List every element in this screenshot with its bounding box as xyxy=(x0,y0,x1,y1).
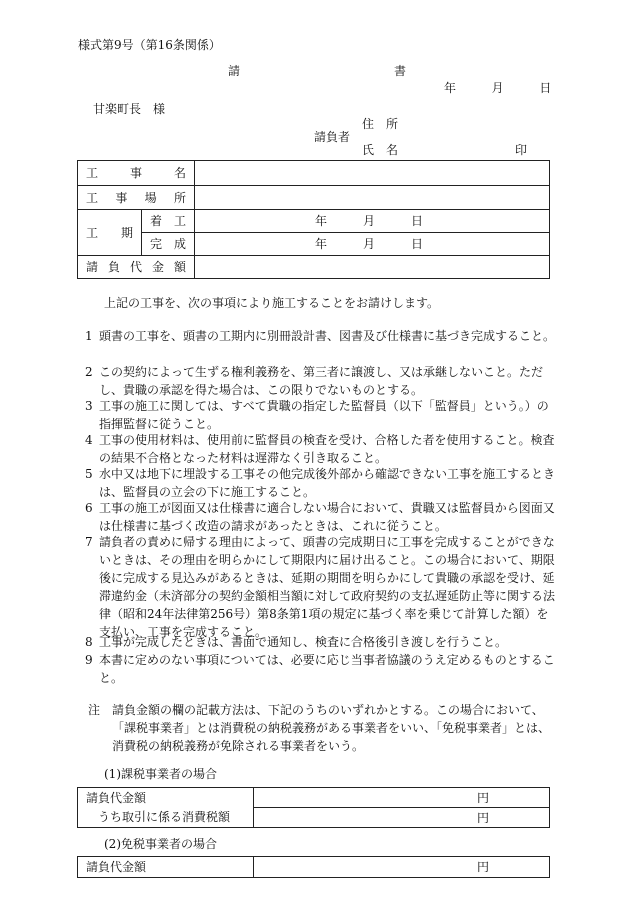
document-title xyxy=(228,63,406,79)
case1-row-tax xyxy=(78,808,550,828)
row-work-name xyxy=(78,161,550,186)
completion-text xyxy=(150,236,186,252)
case1-heading: (1)課税事業者の場合 xyxy=(104,767,217,781)
form-number: 様式第9号（第16条関係） xyxy=(78,38,221,52)
work-name-text xyxy=(86,165,186,181)
list-item: 7 請負者の責めに帰する理由によって、頭書の完成期日に工事を完成することができないときは、その理由を明らかにして期限内に届け出ること。この場合において、期限後に完成する見込みがあるときは、延期の期間を明らかにして貴職の承認を受け、延滞違約金（未済部分の契約金額相当額に対して政府契約の支払遅延防止等に関する法律（昭和24年法律第256号）第8条第1項の規定に基づく率を乗じて計算した額）を支払い、工事を完成すること。 xyxy=(85,535,556,639)
case1-row-price xyxy=(78,788,550,808)
row-period-start xyxy=(78,210,550,233)
note xyxy=(88,701,556,755)
label-char: 事 xyxy=(115,190,128,205)
row-period-completion xyxy=(78,233,550,256)
label-char: 工 xyxy=(86,225,99,240)
completion-date xyxy=(195,233,550,256)
case2-heading: (2)免税事業者の場合 xyxy=(104,837,217,851)
case2-table xyxy=(77,856,550,878)
period-label xyxy=(78,210,142,256)
title-char-1: 請 xyxy=(228,64,241,78)
address-label: 住 所 xyxy=(362,117,399,131)
label-char: 所 xyxy=(173,190,186,205)
completion-year: 年 xyxy=(315,237,328,251)
start-text xyxy=(150,213,186,229)
list-item: 8 工事が完成したときは、書面で通知し、検査に合格後引き渡しを行うこと。 xyxy=(85,635,508,649)
price-label xyxy=(78,256,195,279)
case1-tax-label: うち取引に係る消費税額 xyxy=(78,808,254,828)
label-char: 場 xyxy=(144,190,157,205)
work-table xyxy=(77,160,550,279)
label-char: 額 xyxy=(173,260,186,274)
price-text xyxy=(86,259,186,275)
start-day: 日 xyxy=(411,214,424,228)
period-text xyxy=(86,225,133,241)
date-month: 月 xyxy=(491,81,504,95)
note-text: 請負金額の欄の記載方法は、下記のうちのいずれかとする。この場合において、「課税事業者」とは消費税の納税義務がある事業者をいい、「免税事業者」とは、消費税の納税義務が免除される事業者をいう。 xyxy=(112,703,551,753)
list-item: 3 工事の施工に関しては、すべて貴職の指定した監督員（以下「監督員」という。）の指揮監督に従うこと。 xyxy=(85,399,549,431)
label-char: 負 xyxy=(107,260,120,274)
start-label xyxy=(142,210,195,233)
note-label: 注 xyxy=(88,703,101,717)
case2-price-label: 請負代金額 xyxy=(78,857,254,878)
work-place-label xyxy=(78,186,195,210)
date-year: 年 xyxy=(444,81,457,95)
label-char: 完 xyxy=(150,237,163,251)
start-year: 年 xyxy=(315,214,328,228)
label-char: 請 xyxy=(86,260,99,274)
case1-table xyxy=(77,787,550,828)
date-day: 日 xyxy=(539,81,552,95)
label-char: 金 xyxy=(151,260,164,274)
label-char: 名 xyxy=(173,166,186,180)
list-item: 6 工事の施工が図面又は仕様書に適合しない場合において、貴職又は監督員から図面又は仕様書に基づく改造の請求があったときは、これに従うこと。 xyxy=(85,501,555,533)
label-char: 工 xyxy=(86,166,99,180)
case1-price-yen: 円 xyxy=(254,788,550,808)
list-item: 9 本書に定めのない事項については、必要に応じ当事者協議のうえ定めるものとすること。 xyxy=(85,653,555,685)
contractor-label: 請負者 xyxy=(314,130,351,144)
price-value xyxy=(195,256,550,279)
label-char: 事 xyxy=(129,166,142,180)
seal-mark: 印 xyxy=(515,143,528,157)
title-char-2: 書 xyxy=(393,64,406,78)
work-name-value xyxy=(195,161,550,186)
case1-price-label: 請負代金額 xyxy=(78,788,254,808)
date-line xyxy=(444,80,551,96)
list-item: 4 工事の使用材料は、使用前に監督員の検査を受け、合格した者を使用すること。検査の結果不合格となった材料は遅滞なく引き取ること。 xyxy=(85,433,555,465)
work-place-value xyxy=(195,186,550,210)
work-name-label xyxy=(78,161,195,186)
start-date xyxy=(195,210,550,233)
intro-text: 上記の工事を、次の事項により施工することをお請けします。 xyxy=(104,296,440,310)
label-char: 代 xyxy=(129,260,142,274)
start-month: 月 xyxy=(363,214,376,228)
case2-row-price xyxy=(78,857,550,878)
case2-price-yen: 円 xyxy=(254,857,550,878)
completion-day: 日 xyxy=(411,237,424,251)
list-item: 2 この契約によって生ずる権利義務を、第三者に譲渡し、又は承継しないこと。ただし、貴職の承認を得た場合は、この限りでないものとする。 xyxy=(85,365,544,397)
label-char: 着 xyxy=(150,214,163,228)
label-char: 工 xyxy=(86,190,99,205)
list-item: 5 水中又は地下に埋設する工事その他完成後外部から確認できない工事を施工するときは、監督員の立会の下に施工すること。 xyxy=(85,467,556,499)
completion-label xyxy=(142,233,195,256)
case1-tax-yen: 円 xyxy=(254,808,550,828)
label-char: 工 xyxy=(173,214,186,228)
label-char: 成 xyxy=(173,237,186,251)
row-price xyxy=(78,256,550,279)
work-place-text xyxy=(86,190,186,206)
list-item: 1 頭書の工事を、頭書の工期内に別冊設計書、図書及び仕様書に基づき完成すること。 xyxy=(85,329,556,343)
completion-month: 月 xyxy=(363,237,376,251)
row-work-place xyxy=(78,186,550,210)
label-char: 期 xyxy=(120,225,133,240)
addressee: 甘楽町長 様 xyxy=(93,102,166,116)
name-label: 氏 名 xyxy=(362,143,399,157)
